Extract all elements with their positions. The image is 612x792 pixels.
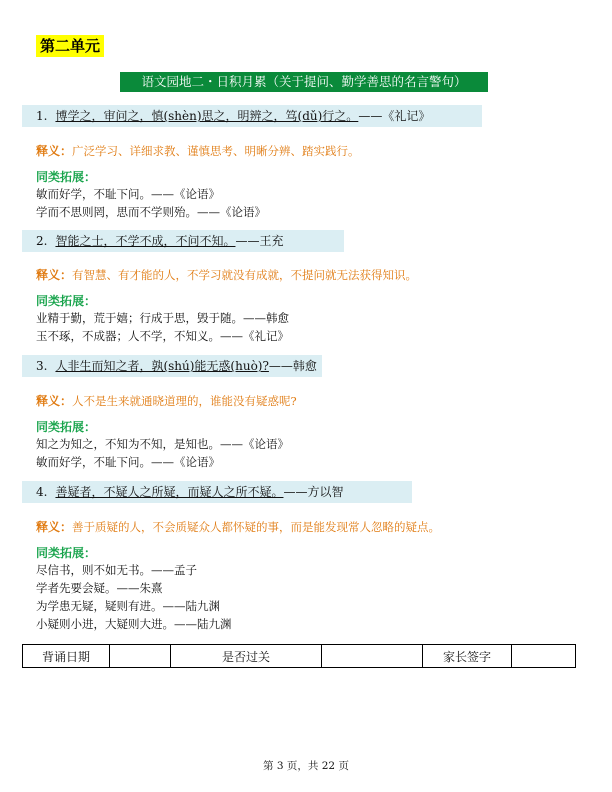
- tonglei-label-4: 同类拓展：: [36, 546, 97, 560]
- recitation-sign-table: [22, 644, 576, 668]
- shiyi-row-2: [36, 266, 417, 283]
- extension-line: 业精于勤，荒于嬉；行成于思，毁于随。——韩愈: [36, 311, 289, 325]
- shiyi-text: 人不是生来就通晓道理的，谁能没有疑惑呢?: [72, 394, 297, 408]
- extension-line: 敏而好学，不耻下问。——《论语》: [36, 455, 220, 469]
- recite-date-label: 背诵日期: [23, 645, 110, 668]
- quote-row-3: [22, 355, 322, 377]
- quote-source: ——《礼记》: [358, 109, 431, 123]
- quote-text: 博学之，审问之，慎(shèn)思之，明辨之，笃(dǔ)行之。: [55, 109, 359, 123]
- shiyi-label: 释义：: [36, 268, 73, 282]
- quote-number: 4.: [36, 485, 48, 499]
- quote-text: 人非生而知之者，孰(shú)能无惑(huò)?: [55, 359, 269, 373]
- recite-date-field[interactable]: [110, 645, 171, 668]
- passed-field[interactable]: [322, 645, 423, 668]
- shiyi-text: 广泛学习、详细求教、谨慎思考、明晰分辨、踏实践行。: [72, 144, 360, 158]
- extension-line: 学者先要会疑。——朱熹: [36, 581, 163, 595]
- tonglei-label-1: 同类拓展：: [36, 170, 97, 184]
- quote-row-2: [22, 230, 344, 252]
- tonglei-label-3: 同类拓展：: [36, 420, 97, 434]
- extension-line: 为学患无疑，疑则有进。——陆九渊: [36, 599, 220, 613]
- shiyi-text: 有智慧、有才能的人，不学习就没有成就，不提问就无法获得知识。: [72, 268, 418, 282]
- shiyi-label: 释义：: [36, 394, 73, 408]
- quote-number: 3.: [36, 359, 48, 373]
- extension-line: 知之为知之，不知为不知，是知也。——《论语》: [36, 437, 289, 451]
- parent-sign-label: 家长签字: [423, 645, 512, 668]
- quote-number: 2.: [36, 234, 48, 248]
- page-footer: 第 3 页，共 22 页: [263, 760, 349, 772]
- quote-text: 善疑者，不疑人之所疑，而疑人之所不疑。: [55, 485, 284, 499]
- quote-text: 智能之士，不学不成，不问不知。: [55, 234, 236, 248]
- tonglei-label-2: 同类拓展：: [36, 294, 97, 308]
- quote-source: ——方以智: [283, 485, 344, 499]
- parent-sign-field[interactable]: [512, 645, 576, 668]
- shiyi-label: 释义：: [36, 144, 73, 158]
- extension-line: 小疑则小进，大疑则大进。——陆九渊: [36, 617, 232, 631]
- shiyi-row-3: [36, 392, 297, 409]
- extension-line: 敏而好学，不耻下问。——《论语》: [36, 187, 220, 201]
- shiyi-row-4: [36, 518, 440, 535]
- shiyi-label: 释义：: [36, 520, 73, 534]
- quote-source: ——王充: [235, 234, 284, 248]
- shiyi-row-1: [36, 142, 360, 159]
- extension-line: 尽信书，则不如无书。——孟子: [36, 563, 197, 577]
- section-banner: 语文园地二・日积月累（关于提问、勤学善思的名言警句）: [120, 72, 488, 92]
- shiyi-text: 善于质疑的人，不会质疑众人都怀疑的事，而是能发现常人忽略的疑点。: [72, 520, 441, 534]
- extension-line: 学而不思则罔，思而不学则殆。——《论语》: [36, 205, 266, 219]
- quote-number: 1.: [36, 109, 48, 123]
- quote-row-4: [22, 481, 412, 503]
- quote-source: ——韩愈: [268, 359, 317, 373]
- quote-row-1: [22, 105, 482, 127]
- unit-title: 第二单元: [36, 35, 104, 57]
- extension-line: 玉不琢，不成器；人不学，不知义。——《礼记》: [36, 329, 289, 343]
- passed-label: 是否过关: [171, 645, 322, 668]
